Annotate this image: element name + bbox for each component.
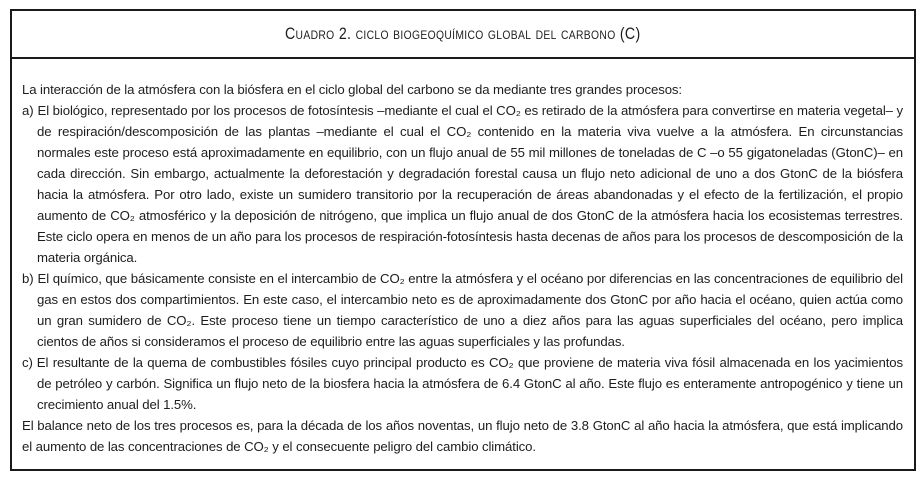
box-title: Cuadro 2. ciclo biogeoquímico global del carbono (C) [285,24,641,43]
process-item-b-text: El químico, que básicamente consiste en el intercambio de CO₂ entre la atmósfera y el océano por diferencias en las concentraciones de equilibrio del gas en estos dos compartimientos. En este caso, el intercambio neto es de aproximadamente dos GtonC por año hacia el océano, quien actúa como un gran sumidero de CO₂. Este proceso tiene un tiempo característico de uno a diez años para las aguas superficiales del océano, pero implica cientos de años si consideramos el proceso de equilibrio entre las aguas superficiales y las profundas. [37,271,903,349]
process-item-a-text: El biológico, representado por los procesos de fotosíntesis –mediante el cual el CO₂ es retirado de la atmósfera para convertirse en materia vegetal– y de respiración/descomposición de las plantas –mediante el cual el CO₂ contenido en la materia viva vuelve a la atmósfera. En circunstancias normales este proceso está aproximadamente en equilibrio, con un flujo anual de 55 mil millones de toneladas de C –o 55 gigatoneladas (GtonC)– en cada dirección. Sin embargo, actualmente la deforestación y degradación forestal causa un flujo neto adicional de uno a dos GtonC de la biósfera hacia la atmósfera. Por otro lado, existe un sumidero transitorio por la recuperación de áreas abandonadas y el efecto de la fertilización, el propio aumento de CO₂ atmosférico y la deposición de nitrógeno, que implica un flujo anual de dos GtonC de la atmósfera hacia los ecosistemas terrestres. Este ciclo opera en menos de un año para los procesos de respiración-fotosíntesis hasta decenas de años para los procesos de descomposición de la materia orgánica. [37,103,903,265]
process-item-b-label: b) [22,271,34,286]
process-item-a-label: a) [22,103,34,118]
intro-paragraph: La interacción de la atmósfera con la biósfera en el ciclo global del carbono se da mediante tres grandes procesos: [22,82,682,97]
closing-paragraph: El balance neto de los tres procesos es, para la década de los años noventas, un flujo neto de 3.8 GtonC al año hacia la atmósfera, que está implicando el aumento de las concentraciones de CO₂ y el consecuente peligro del cambio climático. [22,418,903,454]
box-body [12,59,914,457]
process-item-b [22,268,903,352]
process-item-a [22,100,903,268]
process-item-c [22,352,903,415]
info-box [10,9,916,471]
box-header [12,11,914,59]
process-item-c-label: c) [22,355,33,370]
process-item-c-text: El resultante de la quema de combustibles fósiles cuyo principal producto es CO₂ que proviene de materia viva fósil almacenada en los yacimientos de petróleo y carbón. Significa un flujo neto de la biosfera hacia la atmósfera de 6.4 GtonC al año. Este flujo es enteramente antropogénico y tiene un crecimiento anual del 1.5%. [36,355,903,412]
